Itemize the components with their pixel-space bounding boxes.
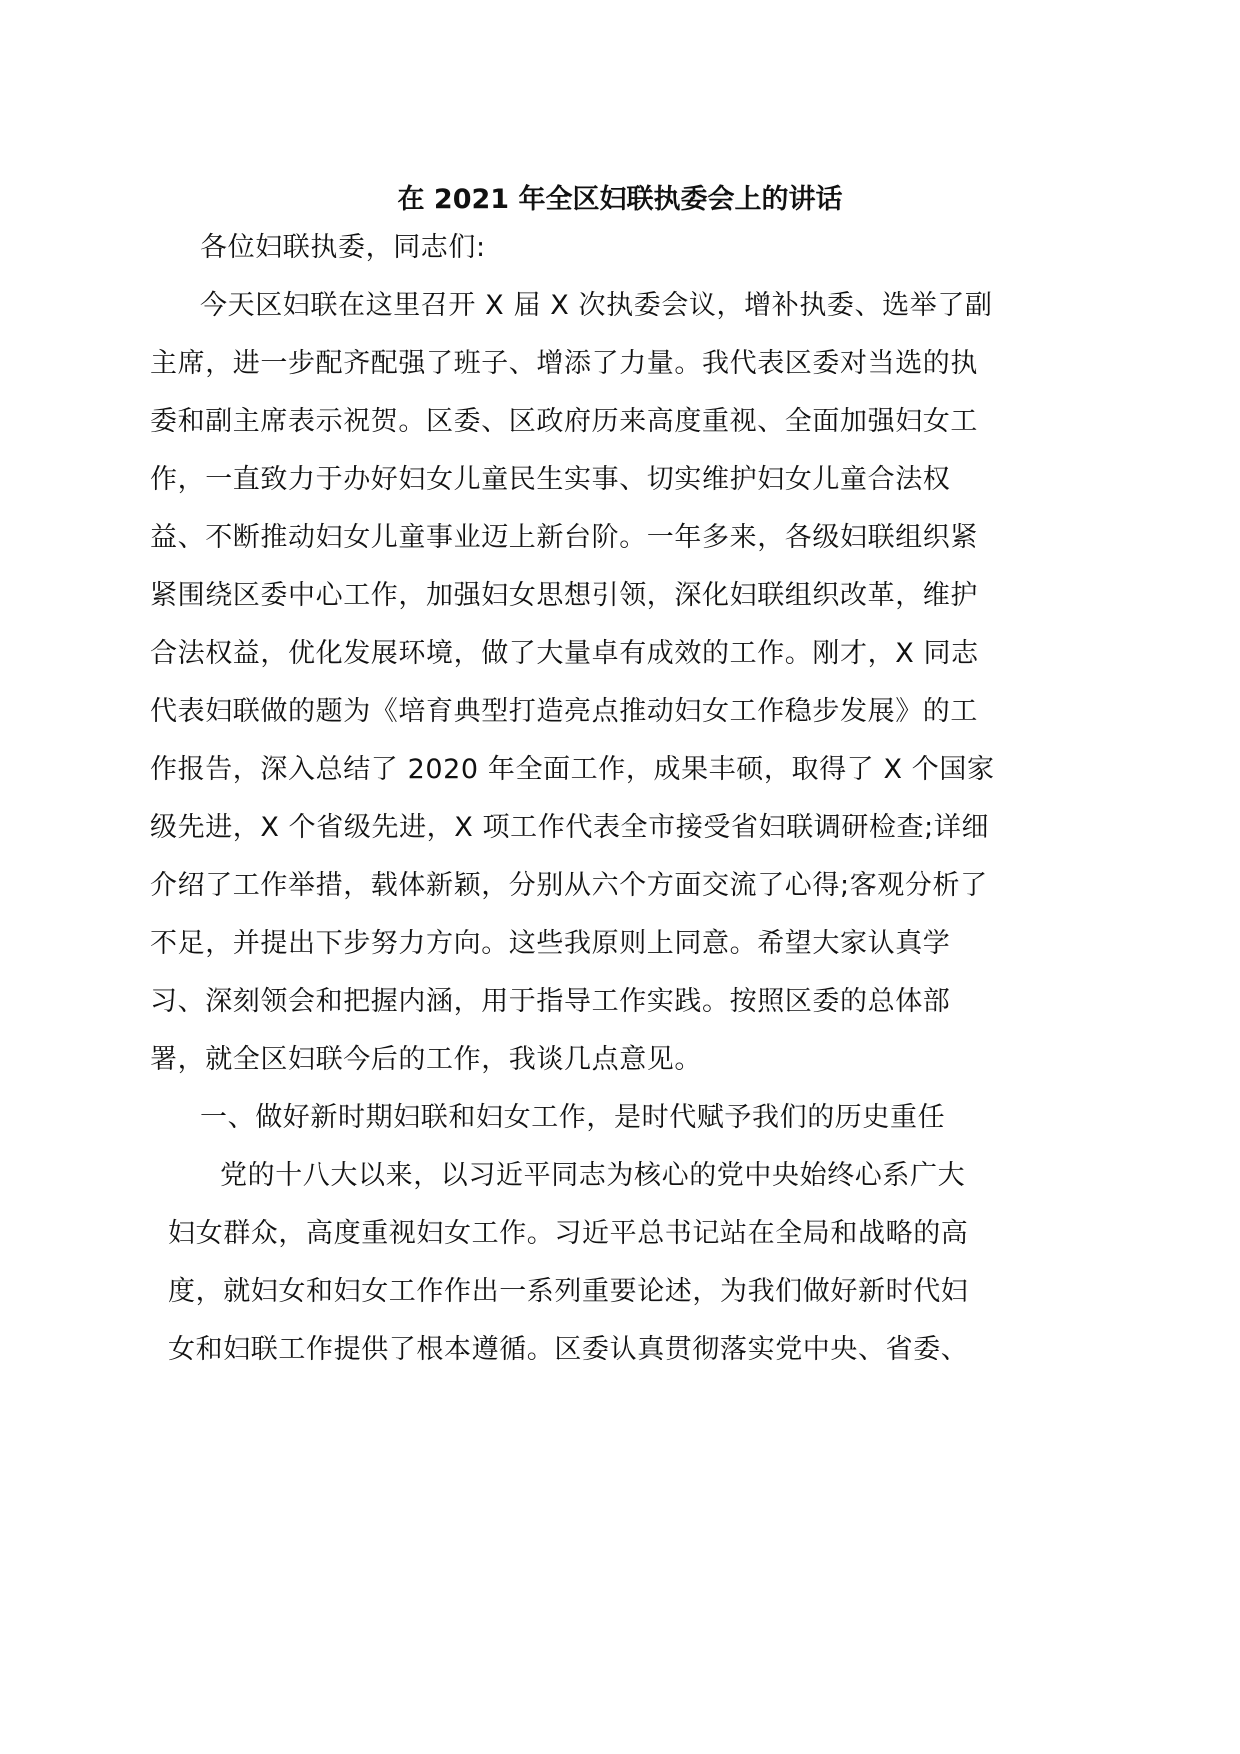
paragraph-line: 益、不断推动妇女儿童事业迈上新台阶。一年多来，各级妇联组织紧 [150,522,978,553]
document-title: 在 2021 年全区妇联执委会上的讲话 [397,184,843,215]
paragraph-line: 署，就全区妇联今后的工作，我谈几点意见。 [150,1044,702,1075]
paragraph-line: 习、深刻领会和把握内涵，用于指导工作实践。按照区委的总体部 [150,986,951,1017]
paragraph-line: 紧围绕区委中心工作，加强妇女思想引领，深化妇联组织改革，维护 [150,580,978,611]
paragraph-line: 代表妇联做的题为《培育典型打造亮点推动妇女工作稳步发展》的工 [150,696,978,727]
paragraph-line: 党的十八大以来，以习近平同志为核心的党中央始终心系广大 [220,1160,966,1191]
paragraph-line: 妇女群众，高度重视妇女工作。习近平总书记站在全局和战略的高 [168,1218,969,1249]
paragraph-line: 度，就妇女和妇女工作作出一系列重要论述，为我们做好新时代妇 [168,1276,969,1307]
section-heading-1: 一、做好新时期妇联和妇女工作，是时代赋予我们的历史重任 [200,1102,946,1133]
paragraph-line: 合法权益，优化发展环境，做了大量卓有成效的工作。刚才，X 同志 [150,638,979,669]
paragraph-line: 不足，并提出下步努力方向。这些我原则上同意。希望大家认真学 [150,928,951,959]
paragraph-line: 今天区妇联在这里召开 X 届 X 次执委会议，增补执委、选举了副 [200,290,993,321]
salutation: 各位妇联执委，同志们: [200,232,486,263]
paragraph-line: 女和妇联工作提供了根本遵循。区委认真贯彻落实党中央、省委、 [168,1334,969,1365]
paragraph-line: 主席，进一步配齐配强了班子、增添了力量。我代表区委对当选的执 [150,348,978,379]
paragraph-line: 级先进，X 个省级先进，X 项工作代表全市接受省妇联调研检查;详细 [150,812,990,843]
paragraph-line: 作报告，深入总结了 2020 年全面工作，成果丰硕，取得了 X 个国家 [150,754,995,785]
paragraph-line: 介绍了工作举措，载体新颖，分别从六个方面交流了心得;客观分析了 [150,870,988,901]
paragraph-line: 作，一直致力于办好妇女儿童民生实事、切实维护妇女儿童合法权 [150,464,951,495]
paragraph-line: 委和副主席表示祝贺。区委、区政府历来高度重视、全面加强妇女工 [150,406,978,437]
